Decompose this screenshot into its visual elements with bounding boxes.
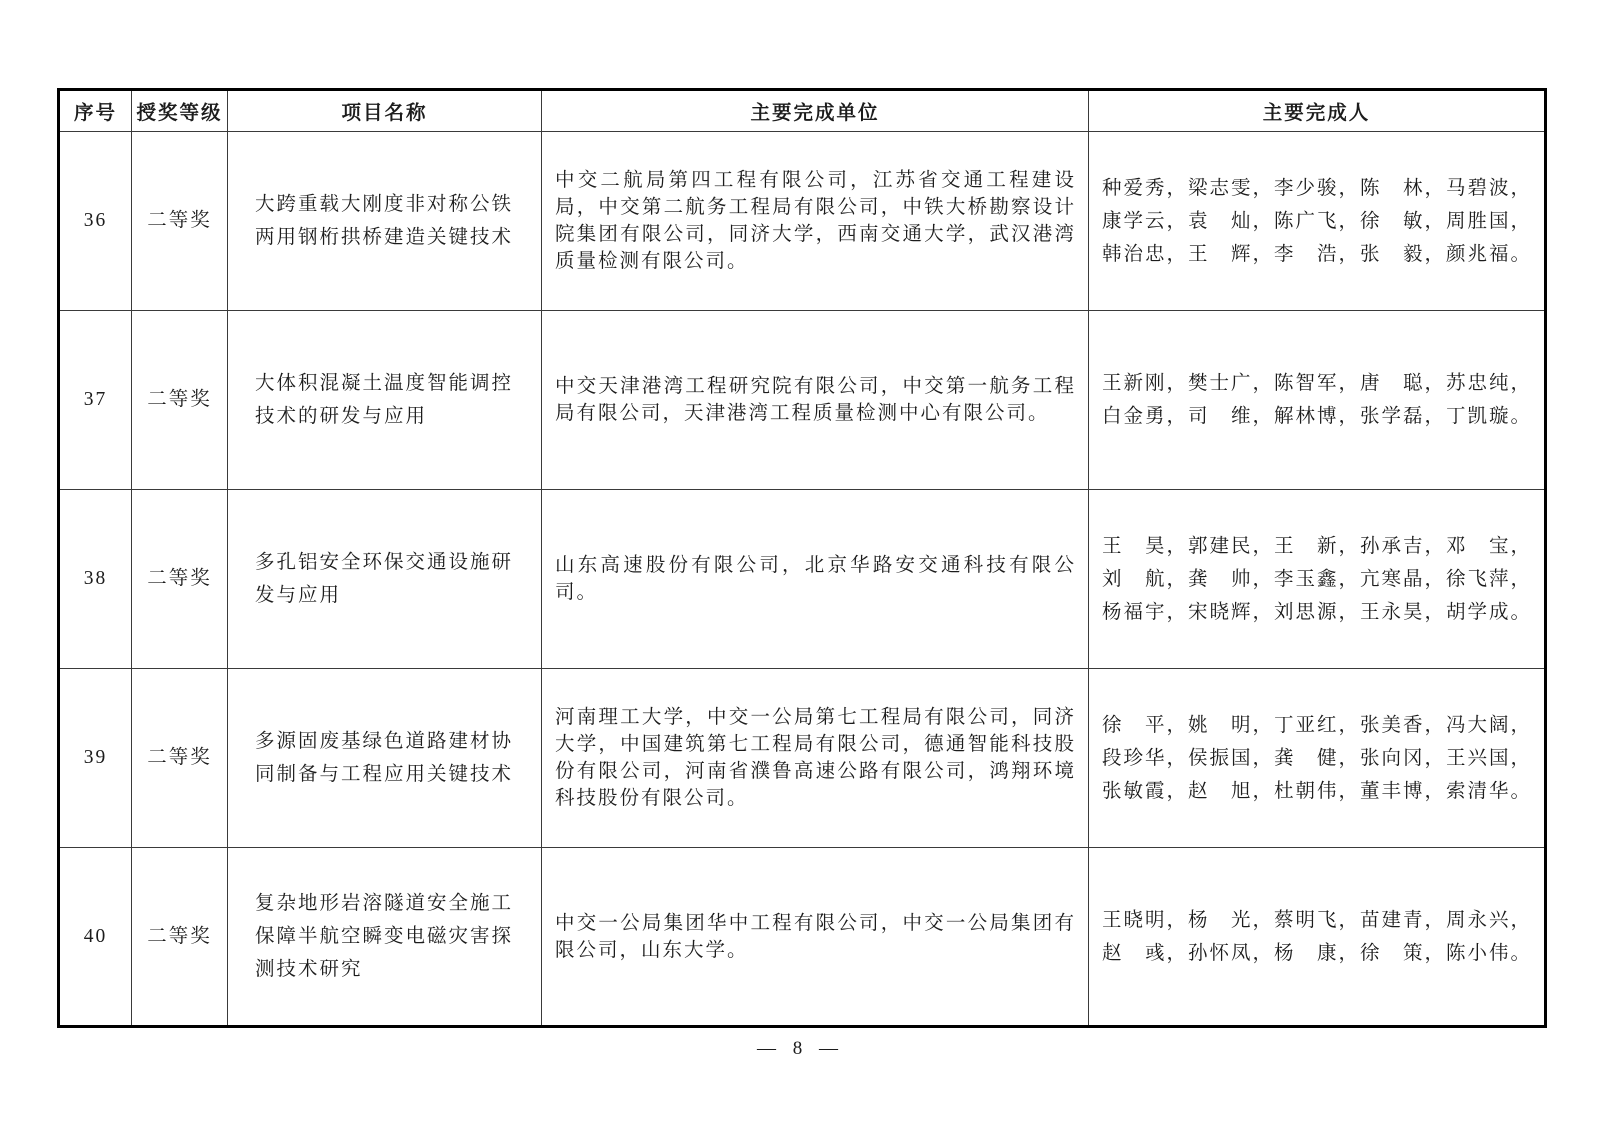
cell-main-units: 河南理工大学，中交一公局第七工程局有限公司，同济大学，中国建筑第七工程局有限公司，德通智能科技股份有限公司，河南省濮鲁高速公路有限公司，鸿翔环境科技股份有限公司。 — [542, 669, 1089, 848]
column-header-main-units: 主要完成单位 — [542, 90, 1089, 132]
cell-award-level: 二等奖 — [132, 132, 228, 311]
awards-table — [57, 88, 1547, 1028]
cell-project-name: 多孔铝安全环保交通设施研发与应用 — [228, 490, 542, 669]
cell-project-name: 多源固废基绿色道路建材协同制备与工程应用关键技术 — [228, 669, 542, 848]
page-number: — 8 — — [757, 1038, 844, 1059]
cell-main-contributors: 王新刚，樊士广，陈智军，唐 聪，苏忠纯，白金勇，司 维，解林博，张学磊，丁凯璇。 — [1089, 311, 1546, 490]
cell-main-contributors: 徐 平，姚 明，丁亚红，张美香，冯大阔，段珍华，侯振国，龚 健，张向冈，王兴国，张敏霞，赵 旭，杜朝伟，董丰博，索清华。 — [1089, 669, 1546, 848]
table-row — [59, 490, 1546, 669]
cell-main-contributors: 王晓明，杨 光，蔡明飞，苗建青，周永兴，赵 彧，孙怀凤，杨 康，徐 策，陈小伟。 — [1089, 848, 1546, 1027]
cell-award-level: 二等奖 — [132, 848, 228, 1027]
cell-serial-number: 36 — [59, 132, 132, 311]
cell-project-name: 复杂地形岩溶隧道安全施工保障半航空瞬变电磁灾害探测技术研究 — [228, 848, 542, 1027]
table-row — [59, 311, 1546, 490]
cell-main-units: 中交天津港湾工程研究院有限公司，中交第一航务工程局有限公司，天津港湾工程质量检测中心有限公司。 — [542, 311, 1089, 490]
cell-award-level: 二等奖 — [132, 669, 228, 848]
cell-project-name: 大体积混凝土温度智能调控技术的研发与应用 — [228, 311, 542, 490]
cell-main-units: 山东高速股份有限公司，北京华路安交通科技有限公司。 — [542, 490, 1089, 669]
cell-serial-number: 39 — [59, 669, 132, 848]
table-row — [59, 132, 1546, 311]
table-row — [59, 669, 1546, 848]
table-row — [59, 848, 1546, 1027]
cell-award-level: 二等奖 — [132, 311, 228, 490]
column-header-main-contributors: 主要完成人 — [1089, 90, 1546, 132]
cell-main-contributors: 王 昊，郭建民，王 新，孙承吉，邓 宝，刘 航，龚 帅，李玉鑫，亢寒晶，徐飞萍，杨福宇，宋晓辉，刘思源，王永昊，胡学成。 — [1089, 490, 1546, 669]
column-header-serial: 序号 — [59, 90, 132, 132]
cell-main-contributors: 种爱秀，梁志雯，李少骏，陈 林，马碧波，康学云，袁 灿，陈广飞，徐 敏，周胜国，韩治忠，王 辉，李 浩，张 毅，颜兆福。 — [1089, 132, 1546, 311]
cell-serial-number: 37 — [59, 311, 132, 490]
cell-project-name: 大跨重载大刚度非对称公铁两用钢桁拱桥建造关键技术 — [228, 132, 542, 311]
cell-serial-number: 38 — [59, 490, 132, 669]
cell-award-level: 二等奖 — [132, 490, 228, 669]
column-header-project-name: 项目名称 — [228, 90, 542, 132]
table-header-row — [59, 90, 1546, 132]
cell-serial-number: 40 — [59, 848, 132, 1027]
column-header-award-level: 授奖等级 — [132, 90, 228, 132]
cell-main-units: 中交二航局第四工程有限公司，江苏省交通工程建设局，中交第二航务工程局有限公司，中铁大桥勘察设计院集团有限公司，同济大学，西南交通大学，武汉港湾质量检测有限公司。 — [542, 132, 1089, 311]
cell-main-units: 中交一公局集团华中工程有限公司，中交一公局集团有限公司，山东大学。 — [542, 848, 1089, 1027]
